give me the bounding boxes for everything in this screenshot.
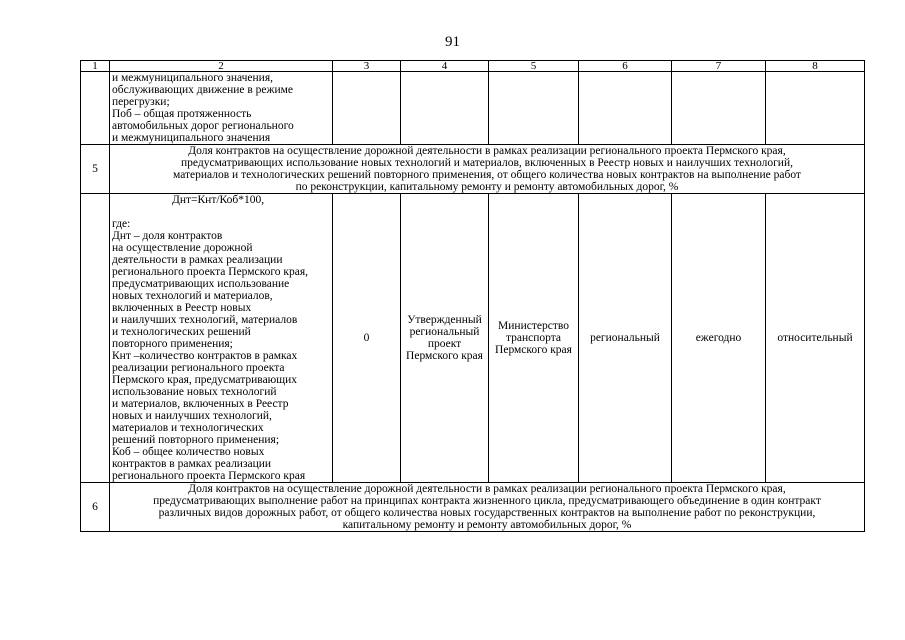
continuation-description — [110, 72, 333, 145]
text-line: проект — [427, 338, 462, 350]
header-row — [81, 61, 865, 72]
empty-cell — [489, 72, 579, 145]
text-line: на осуществление дорожной — [112, 242, 253, 254]
text-line: автомобильных дорог регионального — [112, 120, 294, 132]
text-line: использование новых технологий — [112, 386, 277, 398]
empty-cell — [766, 72, 865, 145]
title-line: материалов и технологических решений повторного применения, от общего количества новых контрактов на выполнение работ — [173, 169, 801, 181]
page-number: 91 — [445, 34, 460, 50]
base-value: 0 — [333, 194, 401, 483]
indicator-5-title-row — [81, 145, 865, 194]
header-cell: 2 — [110, 61, 333, 72]
text-line: новых технологий и материалов, — [112, 290, 273, 302]
text-line: деятельности в рамках реализации — [112, 254, 283, 266]
title-line: Доля контрактов на осуществление дорожной деятельности в рамках реализации регионального проекта Пермского края, — [188, 483, 786, 495]
header-cell: 5 — [489, 61, 579, 72]
indicator-6-title — [110, 483, 865, 532]
source-document — [401, 194, 489, 483]
title-line: предусматривающих использование новых технологий и материалов, включенных в Реестр новых и наилучших технологий, — [181, 157, 793, 169]
level: региональный — [579, 194, 672, 483]
text-line: новых и наилучших технологий, — [112, 410, 272, 422]
calculation-method — [110, 194, 333, 483]
title-line: по реконструкции, капитальному ремонту и ремонту автомобильных дорог, % — [295, 181, 679, 193]
text-line: перегрузки; — [112, 96, 170, 108]
title-line: различных видов дорожных работ, от общего количества новых государственных контрактов на выполнение работ по реконструкции, — [158, 507, 816, 519]
indicator-5-detail-row — [81, 194, 865, 483]
indicator-6-title-row — [81, 483, 865, 532]
text-line: реализации регионального проекта — [112, 362, 285, 374]
text-line: Кнт –количество контрактов в рамках — [112, 350, 298, 362]
text-line: Министерство — [498, 320, 569, 332]
text-line: регионального проекта Пермского края, — [112, 266, 309, 278]
text-line: регионального проекта Пермского края — [112, 470, 306, 482]
empty-cell — [672, 72, 766, 145]
text-line: Поб – общая протяженность — [112, 108, 252, 120]
text-line: контрактов в рамках реализации — [112, 458, 272, 470]
text-line: решений повторного применения; — [112, 434, 280, 446]
periodicity: ежегодно — [672, 194, 766, 483]
continuation-number-cell — [81, 72, 110, 145]
text-line: обслуживающих движение в режиме — [112, 84, 294, 96]
text-line: материалов и технологических — [112, 422, 264, 434]
empty-cell — [81, 194, 110, 483]
where-label: где: — [112, 218, 131, 230]
text-line: и межмуниципального значения, — [112, 72, 274, 84]
text-line: и наилучших технологий, материалов — [112, 314, 298, 326]
text-line: Пермского края — [406, 350, 483, 362]
indicator-type: относительный — [766, 194, 865, 483]
indicator-5-title — [110, 145, 865, 194]
text-line: и технологических решений — [112, 326, 251, 338]
header-cell: 4 — [401, 61, 489, 72]
header-cell: 3 — [333, 61, 401, 72]
row-number: 5 — [81, 145, 110, 194]
text-line: Коб – общее количество новых — [112, 446, 265, 458]
text-line: предусматривающих использование — [112, 278, 290, 290]
header-cell: 6 — [579, 61, 672, 72]
header-cell: 8 — [766, 61, 865, 72]
empty-cell — [333, 72, 401, 145]
text-line: Пермского края, предусматривающих — [112, 374, 298, 386]
text-line: региональный — [409, 326, 480, 338]
text-line: и материалов, включенных в Реестр — [112, 398, 289, 410]
title-line: капитальному ремонту и ремонту автомобильных дорог, % — [342, 519, 632, 531]
title-line: предусматривающих выполнение работ на принципах контракта жизненного цикла, предусматривающего объединение в один контракт — [153, 495, 821, 507]
text-line: Утвержденный — [407, 314, 482, 326]
empty-cell — [401, 72, 489, 145]
text-line: Днт – доля контрактов — [112, 230, 223, 242]
empty-cell — [579, 72, 672, 145]
responsible-body — [489, 194, 579, 483]
header-cell: 7 — [672, 61, 766, 72]
header-cell: 1 — [81, 61, 110, 72]
text-line: включенных в Реестр новых — [112, 302, 252, 314]
row-number: 6 — [81, 483, 110, 532]
indicator-table — [80, 60, 865, 532]
text-line: и межмуниципального значения — [112, 132, 271, 144]
text-line: транспорта — [505, 332, 562, 344]
continuation-row — [81, 72, 865, 145]
formula: Днт=Кнт/Коб*100, — [172, 194, 265, 206]
title-line: Доля контрактов на осуществление дорожной деятельности в рамках реализации регионального проекта Пермского края, — [188, 145, 786, 157]
text-line: повторного применения; — [112, 338, 233, 350]
text-line: Пермского края — [495, 344, 572, 356]
